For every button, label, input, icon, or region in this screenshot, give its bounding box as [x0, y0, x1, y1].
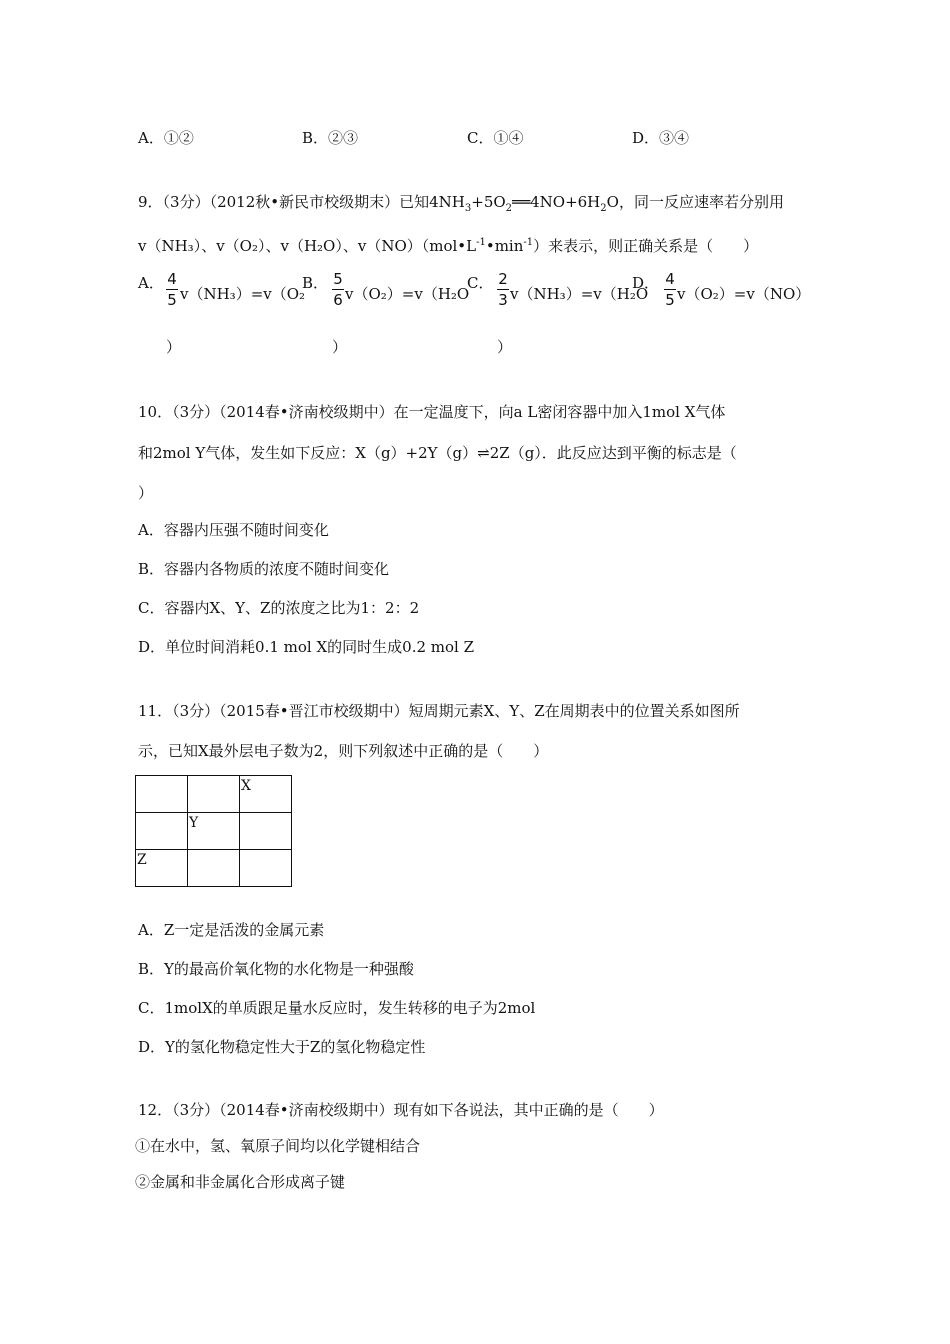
q10-option-d: D．单位时间消耗0.1 mol X的同时生成0.2 mol Z [138, 638, 475, 656]
q9-option-b-den: 6 [333, 291, 343, 309]
table-row [136, 813, 292, 850]
q9-option-b-close: ） [332, 338, 348, 356]
q10-option-c: C．容器内X、Y、Z的浓度之比为1：2：2 [138, 599, 420, 617]
q9-option-c-close: ） [497, 338, 513, 356]
table-cell [240, 850, 292, 887]
q11-stem-line2: 示，已知X最外层电子数为2，则下列叙述中正确的是（ ） [138, 742, 549, 760]
q9-option-c-expr: v（NH₃）=v（H₂O [510, 285, 649, 303]
q11-option-c: C．1molX的单质跟足量水反应时，发生转移的电子为2mol [138, 999, 536, 1017]
table-row [136, 850, 292, 887]
q12-item-2: ②金属和非金属化合形成离子键 [135, 1173, 346, 1191]
q9-option-d-expr: v（O₂）=v（NO） [677, 285, 811, 303]
table-cell-x: X [240, 776, 292, 813]
q9-option-a-den: 5 [167, 291, 177, 309]
q9-option-a-num: 4 [167, 270, 177, 288]
q9-option-b-expr: v（O₂）=v（H₂O [345, 285, 470, 303]
q8-option-c: C．①④ [467, 129, 524, 147]
q9-stem-line1 [138, 192, 784, 219]
q10-stem-line2: 和2mol Y气体，发生如下反应：X（g）+2Y（g）⇌2Z（g）．此反应达到平衡的标志是（ [138, 444, 737, 462]
q9-rate-list: v（NH₃）、v（O₂）、v（H₂O）、v（NO）（mol•L [138, 237, 477, 255]
table-cell [136, 776, 188, 813]
q10-stem-line3: ） [138, 484, 154, 502]
q9-option-c-fraction [497, 271, 509, 308]
q11-option-b: B．Y的最高价氧化物的水化物是一种强酸 [138, 960, 414, 978]
q9-option-a-fraction [166, 271, 178, 308]
q9-stem-prefix: 9．（3分）（2012秋•新民市校级期末）已知$4NH_3+5O_2══4NO+6H_2O$ [138, 193, 619, 214]
q9-option-d-num: 4 [665, 270, 675, 288]
q9-stem-tail: ，同一反应速率若分别用 [618, 193, 784, 211]
table-row [136, 776, 292, 813]
table-cell [136, 813, 188, 850]
q8-option-a: A．①② [138, 129, 194, 147]
table-cell [188, 776, 240, 813]
q9-option-b-fraction [332, 271, 344, 308]
q9-option-b-num: 5 [333, 270, 343, 288]
q9-option-d-den: 5 [665, 291, 675, 309]
table-cell-z: Z [136, 850, 188, 887]
q9-option-a-close: ） [166, 338, 182, 356]
q8-option-b: B．②③ [302, 129, 359, 147]
table-cell [240, 813, 292, 850]
q11-stem-line1: 11．（3分）（2015春•晋江市校级期中）短周期元素X、Y、Z在周期表中的位置关系如图所 [138, 702, 740, 720]
table-cell-y: Y [188, 813, 240, 850]
q8-option-d: D．③④ [632, 129, 690, 147]
periodic-position-table [135, 775, 292, 887]
q9-option-a-label: A． [138, 274, 164, 292]
q12-stem: 12．（3分）（2014春•济南校级期中）现有如下各说法，其中正确的是（ ） [138, 1101, 664, 1119]
q10-option-a: A．容器内压强不随时间变化 [138, 521, 329, 539]
q9-option-d-fraction [664, 271, 676, 308]
q10-stem-line1: 10．（3分）（2014春•济南校级期中）在一定温度下，向a L密闭容器中加入1mol X气体 [138, 403, 726, 421]
q9-option-c-label: C． [467, 274, 494, 292]
table-cell [188, 850, 240, 887]
q9-option-a-expr: v（NH₃）=v（O₂ [180, 285, 306, 303]
q9-option-c-num: 2 [498, 270, 508, 288]
q11-option-a: A．Z一定是活泼的金属元素 [138, 921, 325, 939]
q11-option-d: D．Y的氢化物稳定性大于Z的氢化物稳定性 [138, 1038, 426, 1056]
q9-option-b-label: B． [302, 274, 329, 292]
q9-option-d-label: D． [632, 274, 660, 292]
q9-option-c-den: 3 [498, 291, 508, 309]
q9-stem-line2-tail: ）来表示，则正确关系是（ ） [533, 237, 759, 255]
q9-stem-line2: v（NH₃）、v（O₂）、v（H₂O）、$v(NO)(mol•L^{-1}•\min^{-1})$来表示，则正确关系是（ ） [138, 237, 759, 255]
q10-option-b: B．容器内各物质的浓度不随时间变化 [138, 560, 390, 578]
q12-item-1: ①在水中，氢、氧原子间均以化学键相结合 [135, 1137, 421, 1155]
